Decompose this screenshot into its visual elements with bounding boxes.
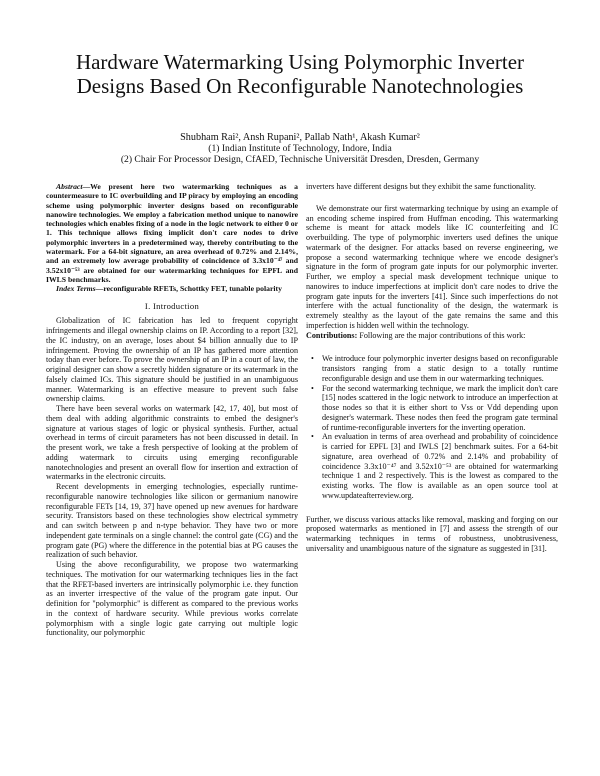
- intro-paragraph-3: Recent developments in emerging technologies, especially runtime-reconfigurable nanowire technologies like silicon or germanium nanowire reconfigurable FETs [14, 19, 37] have opened up new avenues for hardware security. Transistors based on these technologies show electrical symmetry and can switch between p and n-type behavior. They have two or more independent gate terminals on a single channel: the control gate (CG) and the program gate (PG) where the difference in the potential bias at PG causes the realization of such behavior.: [46, 482, 298, 560]
- author-block: [40, 132, 560, 165]
- contributions-list: [306, 354, 558, 500]
- index-terms-text: —reconfigurable RFETs, Schottky FET, tunable polarity: [95, 284, 282, 294]
- bullet-icon: •: [311, 354, 314, 364]
- abstract-text: —We present here two watermarking techniques as a countermeasure to IC overbuilding and IP piracy by employing an encoding scheme using polymorphic inverter designs based on reconfigurable nanowire technologies. We employ a fabrication method unique to nanowire technologies which enables fixing of a node in the logic network to either 0 or 1. This technique allows fixing implicit don't care nodes to drive polymorphic inverters in a predetermined way, thereby contributing to the watermark. For a 64-bit signature, an area overhead of 0.72% and 2.14%, and an extremely low average probability of coincidence of 3.3x10⁻⁴⁷ and 3.52x10⁻⁵³ are obtained for our watermarking techniques for EPFL and IWLS benchmarks.: [46, 182, 298, 284]
- section-heading-introduction: I. Introduction: [144, 300, 200, 311]
- paper-title: Hardware Watermarking Using Polymorphic Inverter Designs Based On Reconfigurable Nanotechnologies: [75, 50, 525, 98]
- intro-paragraph-4: Using the above reconfigurability, we propose two watermarking techniques. The motivation for our watermarking techniques lies in the fact that the RFET-based inverters are intrinsically polymorphic i.e. they function as an inverter irrespective of the value of the program gate input. Our definition for "polymorphic" is different as compared to the previous works in the context of hardware security. While previous works correlate polymorphism with a single logic gate carrying out multiple logic functionality, our polymorphic: [46, 560, 298, 638]
- contribution-item: • An evaluation in terms of area overhead and probability of coincidence is carried for EPFL [3] and IWLS [2] benchmark suites. For a 64-bit signature, area overhead of 0.72% and 2.14% and probability of coincidence 3.3x10⁻⁴⁷ and 3.52x10⁻⁵³ are obtained for watermarking technique 1 and 2 respectively. This is the lowest as compared to the existing works. The flow is available as an open source tool at www.updateafterreview.org.: [311, 432, 558, 500]
- contribution-item: • We introduce four polymorphic inverter designs based on reconfigurable transistors ranging from a static design to a totally runtime reconfigurable design and use them in our watermarking techniques.: [311, 354, 558, 383]
- intro-paragraph-2: There have been several works on watermark [42, 17, 40], but most of them deal with adding algorithmic constraints to embed the designer's signature at various stages of logic or physical synthesis. Further, actual overhead in terms of circuit parameters has not been discussed in detail. In the present work, we take a fresh perspective of looking at the problem of adding watermark to circuits using emerging reconfigurable nanotechnologies and present an overall flow for insertion and extraction of watermarks in the electronic circuits.: [46, 404, 298, 482]
- contributions-text: Following are the major contributions of this work:: [359, 330, 526, 340]
- left-column: [46, 182, 298, 638]
- bullet-icon: •: [311, 432, 314, 442]
- right-paragraph-2: We demonstrate our first watermarking technique by using an example of an encoding scheme inspired from Huffman encoding. This watermarking scheme is meant for attack models like IC counterfeiting and IC overbuilding. The type of polymorphic inverters used defines the unique watermark of the designer. For attacks based on reverse engineering, we propose a second watermarking technique where we encode designer's signature in the form of program gate inputs for our polymorphic inverter. Further, we employ a special mask development technique unique to nanowires to induce imperfections at implicit don't care nodes to drive the program gate inputs for the inverters [41]. Since such imperfections do not interfere with the actual functionality of the design, the watermark is extremely stealthy as the layout of the gate remains the same and this imperfection is hidden well within the technology.: [306, 203, 558, 330]
- abstract: [46, 182, 298, 284]
- affiliation-1: (1) Indian Institute of Technology, Indore, India: [208, 143, 392, 154]
- right-paragraph-1: inverters have different designs but they exhibit the same functionality.: [306, 182, 536, 191]
- contributions-paragraph: [306, 331, 558, 341]
- right-paragraph-3: Further, we discuss various attacks like removal, masking and forging on our proposed watermarks as mentioned in [7] and assess the strength of our watermarking techniques in terms of robustness, unobtrusiveness, universality and unambiguous nature of the signature as suggested in [31].: [306, 514, 558, 553]
- affiliation-2: (2) Chair For Processor Design, CfAED, Technische Universität Dresden, Dresden, Germany: [120, 154, 480, 165]
- index-terms-label: Index Terms: [56, 284, 96, 294]
- index-terms: [46, 284, 298, 293]
- bullet-icon: •: [311, 383, 314, 393]
- author-names: Shubham Rai², Ansh Rupani², Pallab Nath¹, Akash Kumar²: [180, 132, 420, 143]
- abstract-label: Abstract: [56, 182, 83, 191]
- right-column: [306, 182, 558, 554]
- intro-paragraph-1: Globalization of IC fabrication has led to frequent copyright infringements and illegal ownership claims on IP. According to a report [32], the IC industry, on an average, loses about $4 billion annually due to IP infringement. Proving the ownership of an IP has gathered more attention today than ever before. To prove the ownership of an IP in a court of law, the original designer can show a secretly hidden signature or its watermark in the falsely claimed ICs. This signature should be justified in an unambiguous manner. Watermarking is an effective measure to prevent such false ownership claims.: [46, 316, 298, 404]
- contribution-item: • For the second watermarking technique, we mark the implicit don't care [15] nodes scattered in the logic network to introduce an imperfection at those nodes so that it is either short to Vss or Vdd depending upon designer's watermark. These nodes then feed the program gate terminal of runtime-reconfigurable inverters for the inverting operation.: [311, 383, 558, 432]
- contributions-label: Contributions:: [306, 330, 358, 340]
